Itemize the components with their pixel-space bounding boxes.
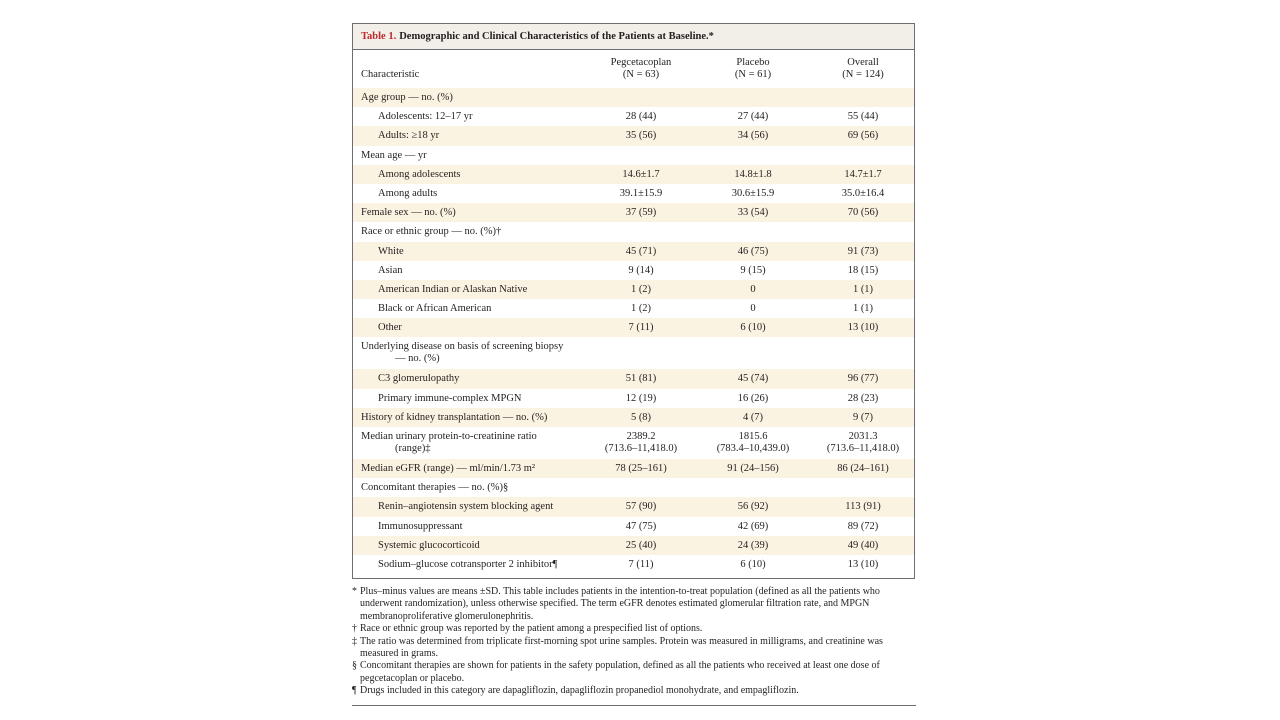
pegcetacoplan-value: 51 (81) (625, 373, 657, 385)
pegcetacoplan-value: 14.6±1.7 (622, 168, 660, 180)
row-label (361, 431, 537, 455)
row-label-line2: (range)‡ (395, 443, 431, 454)
pegcetacoplan-value: 5 (8) (630, 411, 652, 423)
header-overall-name: Overall (847, 57, 879, 68)
placebo-value: 16 (26) (737, 392, 769, 404)
row-label: Sodium–glucose cotransporter 2 inhibitor¶ (378, 558, 558, 570)
placebo-value: 9 (15) (740, 264, 766, 276)
pegcetacoplan-value: 57 (90) (625, 501, 657, 513)
footnote-text: The ratio was determined from triplicate first-morning spot urine samples. Protein was measured in milligrams, and creatinine was measured in grams. (360, 635, 883, 660)
pegcetacoplan-value: 35 (56) (625, 130, 657, 142)
row-label: Age group — no. (%) (361, 92, 453, 103)
pegcetacoplan-value: 9 (14) (628, 264, 654, 276)
row-label: Adults: ≥18 yr (378, 130, 440, 142)
table-title-bar (353, 24, 914, 50)
table-row (353, 427, 914, 459)
pegcetacoplan-value (579, 431, 703, 455)
footnote-symbol: § (352, 660, 357, 672)
table-row (353, 497, 914, 516)
table-row (353, 555, 914, 574)
pegcetacoplan-value: 39.1±15.9 (619, 187, 663, 199)
row-label: Among adults (378, 187, 438, 199)
placebo-value: 6 (10) (740, 558, 766, 570)
overall-value: 9 (7) (852, 411, 874, 423)
row-label: Renin–angiotensin system blocking agent (378, 501, 554, 513)
placebo-value: 14.8±1.8 (734, 168, 772, 180)
footnote-text: Plus–minus values are means ±SD. This table includes patients in the intention-to-treat population (defined as all the patients who underwent randomization), unless otherwise specified. The term eGFR denotes estimated glomerular filtration rate, and MPGN membranoproliferative glomerulonephritis. (360, 586, 880, 622)
table-row (353, 107, 914, 126)
footnote (352, 660, 918, 685)
pegcetacoplan-value: 28 (44) (625, 111, 657, 123)
row-label: Immunosuppressant (378, 520, 463, 532)
row-label-line1: Underlying disease on basis of screening biopsy (361, 341, 564, 353)
pegcetacoplan-value: 47 (75) (625, 520, 657, 532)
overall-value: 49 (40) (847, 539, 879, 551)
table-row (353, 369, 914, 388)
overall-value: 1 (1) (852, 283, 874, 295)
row-label: Race or ethnic group — no. (%)† (361, 226, 502, 238)
overall-value: 55 (44) (847, 111, 879, 123)
pegcetacoplan-value: 37 (59) (625, 207, 657, 219)
table-header-row (353, 50, 914, 88)
placebo-value: 0 (750, 303, 756, 315)
header-placebo (691, 57, 815, 81)
footnote-text: Concomitant therapies are shown for patients in the safety population, defined as all the patients who received at least one dose of pegcetacoplan or placebo. (360, 660, 880, 684)
table-row (353, 389, 914, 408)
row-label-line1: Median urinary protein-to-creatinine ratio (361, 431, 537, 442)
row-label-line2: — no. (%) (395, 353, 440, 365)
row-label: C3 glomerulopathy (378, 373, 460, 385)
placebo-value: 27 (44) (737, 111, 769, 123)
overall-value: 13 (10) (847, 322, 879, 334)
table-row (353, 184, 914, 203)
placebo-value: 24 (39) (737, 539, 769, 551)
overall-value: 91 (73) (847, 245, 879, 257)
row-label (361, 341, 563, 365)
placebo-value: 34 (56) (737, 130, 769, 142)
range-value: (783.4–10,439.0) (716, 443, 790, 454)
table-row (353, 408, 914, 427)
table-label: Table 1. (361, 31, 397, 42)
header-characteristic: Characteristic (361, 69, 420, 80)
header-pegcetacoplan-name: Pegcetacoplan (610, 57, 672, 68)
footnote (352, 636, 918, 661)
overall-value: 1 (1) (852, 303, 874, 315)
range-value: (713.6–11,418.0) (604, 443, 678, 454)
row-label: Asian (378, 264, 403, 276)
placebo-value: 30.6±15.9 (731, 187, 775, 199)
median-value: 2389.2 (626, 431, 656, 442)
row-label: Among adolescents (378, 168, 461, 180)
header-pegcetacoplan (579, 57, 703, 81)
pegcetacoplan-value: 1 (2) (630, 303, 652, 315)
header-pegcetacoplan-n: (N = 63) (622, 69, 660, 80)
overall-value: 70 (56) (847, 207, 879, 219)
row-label: White (378, 245, 404, 257)
overall-value: 86 (24–161) (837, 463, 889, 474)
pegcetacoplan-value: 78 (25–161) (615, 463, 667, 474)
table-row (353, 242, 914, 261)
overall-value: 69 (56) (847, 130, 879, 142)
overall-value: 113 (91) (845, 501, 881, 513)
pegcetacoplan-value: 7 (11) (628, 322, 654, 334)
footnote (352, 685, 918, 697)
row-label: Adolescents: 12–17 yr (378, 111, 473, 123)
row-label: Median eGFR (range) — ml/min/1.73 m² (361, 463, 536, 474)
footnote-symbol: † (352, 623, 357, 635)
bottom-divider (352, 705, 916, 706)
row-label: History of kidney transplantation — no. (%) (361, 411, 548, 423)
placebo-value: 91 (24–156) (727, 463, 779, 474)
footnote-text: Drugs included in this category are dapagliflozin, dapagliflozin propanediol monohydrate, and empagliflozin. (360, 685, 799, 697)
baseline-table (352, 23, 915, 579)
placebo-value: 45 (74) (737, 373, 769, 385)
overall-value: 14.7±1.7 (844, 168, 882, 180)
table-row (353, 280, 914, 299)
header-placebo-name: Placebo (736, 57, 770, 68)
overall-value: 89 (72) (847, 520, 879, 532)
table-row (353, 318, 914, 337)
median-value: 1815.6 (738, 431, 768, 442)
table-row (353, 222, 914, 241)
overall-value: 35.0±16.4 (841, 187, 885, 199)
table-row (353, 203, 914, 222)
table-row (353, 126, 914, 145)
median-value: 2031.3 (848, 431, 878, 442)
footnote-symbol: ¶ (352, 685, 357, 697)
row-label: Primary immune-complex MPGN (378, 392, 522, 404)
table-row (353, 337, 914, 369)
table-row (353, 536, 914, 555)
pegcetacoplan-value: 1 (2) (630, 283, 652, 295)
footnote (352, 623, 918, 635)
table-row (353, 261, 914, 280)
pegcetacoplan-value: 7 (11) (628, 558, 654, 570)
footnote-text: Race or ethnic group was reported by the patient among a prespecified list of options. (360, 623, 703, 635)
table-row (353, 299, 914, 318)
table-row (353, 517, 914, 536)
row-label: Concomitant therapies — no. (%)§ (361, 482, 509, 494)
row-label: Other (378, 322, 402, 334)
footnote (352, 586, 918, 623)
placebo-value (691, 431, 815, 455)
overall-value: 28 (23) (847, 392, 879, 404)
placebo-value: 46 (75) (737, 245, 769, 257)
placebo-value: 56 (92) (737, 501, 769, 513)
overall-value: 13 (10) (847, 558, 879, 570)
header-overall-n: (N = 124) (842, 69, 884, 80)
row-label: Black or African American (378, 303, 492, 315)
placebo-value: 42 (69) (737, 520, 769, 532)
overall-value: 96 (77) (847, 373, 879, 385)
table-row (353, 478, 914, 497)
row-label: Systemic glucocorticoid (378, 539, 480, 551)
range-value: (713.6–11,418.0) (826, 443, 900, 454)
placebo-value: 33 (54) (737, 207, 769, 219)
footnote-symbol: ‡ (352, 635, 357, 647)
placebo-value: 4 (7) (742, 411, 764, 423)
pegcetacoplan-value: 25 (40) (625, 539, 657, 551)
table-title: Demographic and Clinical Characteristics of the Patients at Baseline.* (399, 31, 714, 42)
header-placebo-n: (N = 61) (734, 69, 772, 80)
overall-value (801, 431, 925, 455)
table-row (353, 459, 914, 478)
placebo-value: 6 (10) (740, 322, 766, 334)
placebo-value: 0 (750, 283, 756, 295)
table-row (353, 146, 914, 165)
row-label: Mean age — yr (361, 149, 427, 161)
row-label: Female sex — no. (%) (361, 207, 456, 219)
table-row (353, 88, 914, 107)
pegcetacoplan-value: 12 (19) (625, 392, 657, 404)
table-footnotes (352, 586, 918, 698)
overall-value: 18 (15) (847, 264, 879, 276)
footnote-symbol: * (352, 586, 357, 597)
pegcetacoplan-value: 45 (71) (625, 245, 657, 257)
header-overall (801, 57, 925, 81)
table-row (353, 165, 914, 184)
row-label: American Indian or Alaskan Native (378, 283, 528, 295)
